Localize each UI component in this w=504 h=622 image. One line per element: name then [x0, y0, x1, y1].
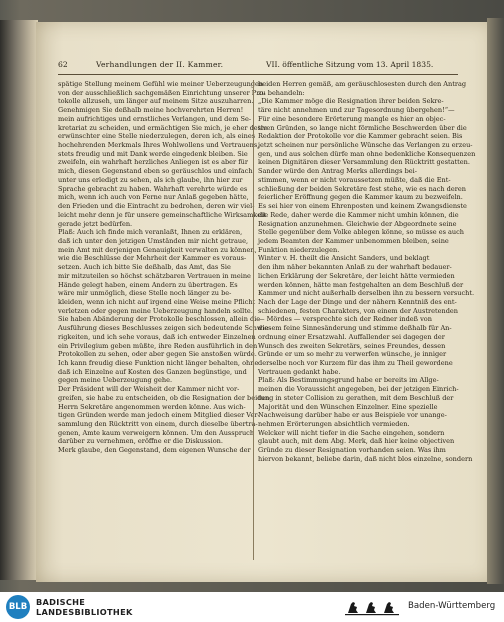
right-column-text-line: keinen Dignitären dieser Versammlung den Rücktritt gestatten. [258, 158, 470, 167]
right-column-text-line: Gründe er um so mehr zu verwerfen wünsche, je inniger [258, 350, 447, 359]
right-column-text-line: meinen die Voraussicht angegeben, bei der jetzigen Einrich- [258, 385, 459, 394]
left-column-text-line: kleiden, wenn ich nicht auf irgend eine Weise meine Pflicht [58, 297, 256, 306]
blb-logo-text: BLB [8, 602, 28, 612]
left-column-text-line: daß ich Einzelne auf Kosten des Ganzen begünstige, und [58, 367, 247, 376]
left-column-text-line: mich, diesen Gegenstand eben so geräuschlos und einfach [58, 167, 253, 176]
left-column-text-line: Sie haben Abänderung der Protokolle beschlossen, allein die [58, 315, 261, 324]
blb-name-line2: LANDESBIBLIOTHEK [36, 606, 133, 617]
right-column-text-line: Vertrauen gedankt habe. [258, 367, 341, 376]
left-column-text-line: wäre mir unmöglich, diese Stelle noch länger zu be- [58, 289, 232, 298]
right-column-text-line: Redaktion der Protokolle vor die Kammer gebracht seien. Bis [258, 132, 463, 141]
right-column-text-line: — Mördes — versprechte sich der Redner indeß von [258, 315, 432, 324]
left-column-text-line: mir mitzuteilen so höchst schätzbaren Vertrauen in meine [58, 271, 251, 280]
right-column-text-line: lichen Erklärung der Sekretäre, der leicht hätte vermieden [258, 271, 455, 280]
left-text-column [58, 80, 271, 455]
left-column-text-line: spätige Stellung meinem Gefühl wie meiner Ueberzeugungen [58, 80, 264, 88]
right-column-text-line: Nachweisung darüber habe er aus Beispiele vor unange- [258, 411, 447, 420]
left-column-text-line: tigen Gründen werde man jedoch einem Mitglied dieser Ver- [58, 411, 260, 420]
right-column-text-line: Wunsch des zweiten Sekretärs, seines Freundes, dessen [258, 341, 446, 350]
left-column-text-line: daß ich unter den jetzigen Umständen mir nicht getraue, [58, 236, 249, 245]
blb-name-line1: BADISCHE [36, 597, 86, 607]
left-column-text-line: Ich kann freudig diese Funktion nicht länger behalten, ohne [58, 359, 259, 367]
right-column-text-line: tung in steter Collision zu gerathen, mit dem Beschluß der [258, 393, 454, 402]
left-column-text-line: wie die Beschlüsse der Mehrheit der Kammer es voraus- [58, 254, 247, 263]
right-column-text-line: Resignation anzunehmen. Gleichwie der Abgeordnete seine [258, 219, 457, 228]
right-column-text-line: tiven Gründen, so lange nicht förmliche Beschwerden über die [258, 123, 467, 132]
right-column-text-line: Nach der Lage der Dinge und der nähern Kenntniß des ent- [258, 297, 457, 306]
right-column-text-line: ordnung einer Ersatzwahl. Auffallender sei dagegen der [258, 332, 445, 341]
right-column-text-line: beiden Herren gemäß, am geräuschlosesten durch den Antrag [258, 80, 467, 88]
right-column-text-line: Winter v. H. theilt die Ansicht Sanders, und beklagt [258, 254, 430, 263]
left-column-text-line: rigkeiten, und ich sehe voraus, daß ich entweder Einzelnen [58, 332, 256, 341]
left-column-text-line: Sprache gebracht zu haben. Wahrhaft verehrte würde es [58, 184, 248, 193]
library-footer-bar [0, 592, 504, 622]
right-column-text-line: Gründe zu dieser Resignation vorhanden seien. Was ihm [258, 446, 446, 455]
left-column-text-line: Genehmigen Sie deßhalb meine hochverehrten Herren! [58, 106, 244, 115]
right-column-text-line: Es sei hier von einem Ehrenposten und keinem Zwangsdienste [258, 202, 467, 211]
left-column-text-line: den Frieden und die Eintracht zu bedrohen, deren wir viel- [58, 202, 255, 211]
right-column-text-line: Welcker will nicht tiefer in die Sache eingehen, sondern [258, 428, 445, 437]
left-column-text-line: verletzen oder gegen meine Ueberzeugung handeln sollte. [58, 306, 253, 315]
right-column-text-line: stimmen, wenn er nicht voraussetzen müßte, daß die Ent- [258, 175, 451, 184]
left-column-text-line: Ausführung dieses Beschlusses zeigen sich bedeutende Schwie- [58, 324, 271, 333]
blb-name [36, 598, 133, 617]
left-column-text-line: mein aufrichtiges und ernstliches Verlangen, und dem Se- [58, 114, 252, 123]
coat-of-arms-lions-icon[interactable] [344, 597, 404, 617]
book-binding [487, 18, 504, 584]
right-column-text-line: schließung der beiden Sekretäre fest stehe, wie es nach deren [258, 184, 466, 193]
bw-name: Baden-Württemberg [408, 601, 496, 611]
running-header [58, 60, 460, 72]
right-column-text-line: Majorität und den Wünschen Einzelner. Eine spezielle [258, 402, 438, 411]
header-rule [58, 74, 458, 75]
right-column-text-line: Sander würde den Antrag Merks allerdings bei- [258, 167, 417, 176]
right-column-text-line: Kammer und nicht außerhalb derselben ihn zu bessern versucht. [258, 289, 475, 298]
left-column-text-line: Protokollen zu sehen, oder aber gegen Sie anstoßen würde. [58, 350, 257, 359]
left-column-text-line: leicht mehr denn je für unsere gemeinschaftliche Wirksamkeit [58, 210, 266, 219]
left-column-text-line: unter uns erledigt zu sehen, als ich glaube, ihn hier zur [58, 175, 243, 184]
left-column-text-line: setzen. Auch ich bitte Sie deßhalb, das Amt, das Sie [58, 263, 231, 272]
left-column-text-line: gerade jetzt bedürfen. [58, 219, 133, 228]
left-column-text-line: gegen meine Ueberzeugung gehe. [58, 376, 173, 385]
right-column-text-line: täre nicht annehmen und zur Tagesordnung übergehen!“— [258, 106, 455, 115]
left-column-text-line: zweifeln, ein wahrhaft herzliches Anliegen ist es aber für [58, 158, 249, 167]
right-column-text-line: zu behandeln: [258, 88, 305, 97]
left-column-text-line: darüber zu vernehmen, eröffne er die Diskussion. [58, 437, 223, 446]
header-right-title: VII. öffentliche Sitzung vom 13. April 1835. [266, 60, 434, 69]
right-column-text-line: glaubt auch, mit dem Abg. Merk, daß hier keine objectiven [258, 437, 455, 446]
right-column-text-line: die Rede, daher werde die Kammer nicht umhin können, die [258, 210, 459, 219]
left-column-text-line: ein Privilegium geben müßte, ihre Reden ausführlich in den [58, 341, 258, 350]
right-text-column [258, 80, 476, 464]
left-column-text-line: genen, Amte kaum verweigern können. Um den Ausspruch [58, 428, 255, 437]
header-left-title: Verhandlungen der II. Kammer. [96, 60, 224, 69]
right-column-text-line: hiervon bekannt, beliebe darin, daß nicht blos einzelne, sondern [258, 454, 473, 463]
right-column-text-line: Stelle gegenüber dem Volke ablegen könne, so müsse es auch [258, 228, 465, 237]
right-column-text-line: Für eine besondere Erörterung mangle es hier an objec- [258, 114, 446, 123]
left-column-text-line: Hände gelegt haben, einem Andern zu übertragen. Es [58, 280, 238, 289]
left-column-text-line: hochehrenden Merkmals Ihres Wohlwollens und Vertrauens, [58, 141, 260, 150]
left-column-text-line: Herrn Sekretäre angenommen werden könne. Aus wich- [58, 402, 246, 411]
right-column-text-line: den ihm näher bekannten Anlaß zu der wahrhaft bedauer- [258, 263, 452, 272]
right-column-text-line: schiedenen, festen Charakters, von einem der Austretenden [258, 306, 458, 315]
left-column-text-line: stets freudig und mit Dank werde eingedenk bleiben. Sie [58, 149, 248, 158]
left-column-text-line: von der ausschließlich sachgemäßen Einrichtung unserer Pro- [58, 88, 266, 97]
left-column-text-line: sammlung den Rücktritt von einem, durch dieselbe übertra- [58, 420, 258, 429]
left-column-text-line: mein Amt mit derjenigen Genauigkeit verwalten zu können, [58, 245, 257, 254]
book-page-edges [0, 20, 38, 580]
left-column-text-line: greifen, sie habe zu entscheiden, ob die Resignation der beiden [58, 393, 270, 402]
right-column-text-line: werden können, hätte man festgehalten an dem Beschluß der [258, 280, 464, 289]
left-column-text-line: erwünschter eine Stelle niederzulegen, deren ich, als eines [58, 132, 256, 141]
right-column-text-line: derselbe noch vor Kurzem für das ihm zu Theil gewordene [258, 359, 453, 367]
right-column-text-line: Funktion niederzulegen. [258, 245, 340, 254]
left-column-text-line: Der Präsident will der Weisheit der Kammer nicht vor- [58, 385, 240, 394]
right-column-text-line: jetzt scheinen nur persönliche Wünsche das Verlangen zu erzeu- [258, 141, 473, 150]
blb-logo[interactable] [6, 595, 30, 619]
left-column-text-line: mich, wenn ich auch von Ferne nur Anlaß gegeben hätte, [58, 193, 249, 202]
right-column-text-line: „Die Kammer möge die Resignation ihrer beiden Sekre- [258, 97, 444, 106]
right-column-text-line: diesem feine Sinnesänderung und stimme deßhalb für An- [258, 324, 452, 333]
right-column-text-line: Plaß: Als Bestimmungsgrund habe er bereits im Allge- [258, 376, 439, 385]
column-separator [253, 80, 254, 560]
left-column-text-line: kretariat zu scheiden, und ermächtigen Sie mich, je eher desto [58, 123, 268, 132]
right-column-text-line: feierlicher Eröffnung gegen die Kammer kaum zu bezweifeln. [258, 193, 463, 202]
right-column-text-line: jedem Beamten der Kammer unbenommen bleiben, seine [258, 236, 449, 245]
left-column-text-line: tokolle allzuseh, um länger auf meinem Sitze auszuharren. [58, 97, 254, 106]
right-column-text-line: nehmen Erörterungen absichtlich vermieden. [258, 420, 410, 429]
left-column-text-line: Merk glaube, den Gegenstand, dem eigenen Wunsche der [58, 446, 251, 455]
left-column-text-line: Plaß: Auch ich finde mich veranlaßt, Ihnen zu erklären, [58, 228, 243, 237]
page-number: 62 [58, 60, 68, 69]
right-column-text-line: gen, und aus solchen dürfe man ohne bedenkliche Konsequenzen [258, 149, 476, 158]
